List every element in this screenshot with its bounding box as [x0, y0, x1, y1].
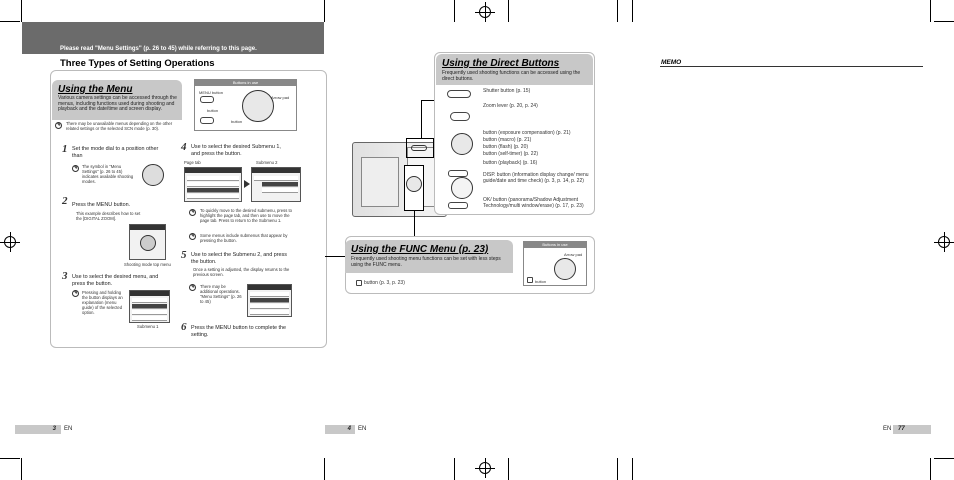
direct-item-disp: DISP. button (information display change/ menu guide/date and time check) (p. 3, p. 14, p. 22) [483, 172, 589, 184]
func-button-label: button [231, 119, 243, 124]
step-4-note-2: Some menus include submenus that appear by pressing the button. [200, 233, 288, 243]
note-icon: ✎ [190, 233, 195, 239]
ok-button-graphic [448, 202, 468, 209]
memo-title: MEMO [661, 59, 682, 66]
step-1-number: 1 [62, 143, 68, 155]
arrow-pad-graphic [242, 90, 274, 122]
direct-item-playback: button (playback) (p. 16) [483, 160, 538, 166]
top-menu-screen [129, 224, 166, 260]
footer-tab-page-3 [15, 425, 61, 434]
page-title: Three Types of Setting Operations [60, 58, 215, 69]
step-6-text: Press the MENU button to complete the setting. [191, 325, 286, 338]
footer-page-number: 77 [898, 426, 905, 432]
func-button-graphic [200, 117, 214, 124]
direct-item-ok: OK/ button (panorama/Shadow Adjustment Technology/multi window/erase) (p. 17, p. 23) [483, 197, 584, 209]
step-4-number: 4 [181, 141, 187, 153]
footer-tab-page-4 [325, 425, 355, 434]
step-3-note: Pressing and holding the button displays an explanation (menu guide) of the selected option. [82, 290, 123, 315]
step-3-text: Use to select the desired menu, and press the button. [72, 274, 159, 287]
step-4-note-1: To quickly move to the desired submenu, press to highlight the page tab, and then use to move the page tab. Press to return to the Submenu 1. [200, 208, 292, 223]
func-button-label: button [535, 279, 547, 284]
mode-dial-graphic [142, 164, 164, 186]
direct-item-flash: button (flash) (p. 20) [483, 144, 529, 150]
footer-lang: EN [358, 426, 367, 432]
func-btn-graphic [527, 277, 533, 283]
direct-item-zoom: Zoom lever (p. 20, p. 24) [483, 103, 538, 109]
ok-button-label: button [207, 108, 219, 113]
step-6-number: 6 [181, 321, 187, 333]
using-menu-description: Various camera settings can be accessed through the menus, including functions used during shooting and playback and the date/time and screen display. [58, 95, 177, 113]
func-menu-title: Using the FUNC Menu (p. 23) [351, 244, 489, 255]
direct-item-exposure: button (exposure compensation) (p. 21) [483, 130, 571, 136]
footer-lang: EN [883, 426, 892, 432]
footer-lang: EN [64, 426, 73, 432]
shutter-button-graphic [447, 90, 471, 98]
func-menu-header [345, 240, 513, 273]
step-5-note: There may be additional operations. "Menu Settings" (p. 26 to 45) [200, 284, 242, 304]
direct-buttons-description: Frequently used shooting functions can be accessed using the direct buttons. [442, 70, 581, 82]
menu-note: There may be unavailable menus depending on the other related settings or the selected SCN mode (p. 30). [66, 121, 173, 131]
menu-buttons-in-use-box [194, 79, 297, 131]
direct-item-shutter: Shutter button (p. 15) [483, 88, 531, 94]
func-menu-description: Frequently used shooting menu functions can be set with less steps using the FUNC menu. [351, 256, 501, 268]
direct-item-macro: button (macro) (p. 21) [483, 137, 532, 143]
step-1-note: The symbol in "Menu Settings" (p. 26 to 45) indicates available shooting modes. [82, 164, 134, 184]
note-icon: ✎ [73, 290, 78, 296]
memo-rule [660, 66, 923, 67]
step-5-text: Use to select the Submenu 2, and press the button. [191, 252, 287, 265]
playback-button-graphic [448, 170, 468, 177]
footer-tab-page-77 [893, 425, 931, 434]
header-bar-text: Please read "Menu Settings" (p. 26 to 45) while referring to this page. [60, 46, 257, 52]
page-tab-label: Page tab [184, 160, 201, 165]
submenu1-screen [129, 290, 170, 323]
step-2-number: 2 [62, 195, 68, 207]
arrow-pad-label: Arrow pad [271, 95, 290, 100]
top-menu-caption: Shooting mode top menu [124, 262, 171, 267]
func-arrow-pad-label: Arrow pad [564, 252, 583, 257]
func-arrow-pad-graphic [554, 258, 576, 280]
menu-button-label: MENU button [199, 90, 224, 95]
step-4-text: Use to select the desired Submenu 1, and press the button. [191, 144, 281, 157]
footer-page-number: 4 [347, 426, 351, 432]
note-icon: ✎ [56, 122, 61, 128]
menu-button-graphic [200, 96, 214, 103]
func-buttons-in-use-box [523, 241, 587, 286]
step-2-bullet: This example describes how to set the [DIGITAL ZOOM]. [76, 211, 141, 221]
note-icon: ✎ [190, 209, 195, 215]
direct-item-selftimer: button (self-timer) (p. 22) [483, 151, 539, 157]
submenu2-screen [251, 167, 301, 202]
func-buttons-in-use-label: Buttons in use [524, 242, 586, 248]
note-icon: ✎ [190, 284, 195, 290]
header-bar [22, 22, 324, 54]
zoom-lever-graphic [450, 112, 470, 121]
arrow-right-icon [244, 180, 250, 188]
step-3-number: 3 [62, 270, 68, 282]
step-5-number: 5 [181, 249, 187, 261]
direct-buttons-header [436, 54, 593, 85]
using-menu-title: Using the Menu [58, 84, 133, 95]
submenu1-caption: Submenu 1 [137, 324, 159, 329]
note-icon: ✎ [73, 165, 78, 171]
page-tab-screen [184, 167, 242, 202]
submenu2-label: Submenu 2 [256, 160, 278, 165]
disp-button-graphic [451, 177, 473, 199]
step-2-text: Press the MENU button. [72, 202, 131, 208]
func-button-graphic [356, 280, 362, 286]
camera-arrow-pad [406, 176, 422, 192]
step-1-text: Set the mode dial to a position other than [72, 146, 159, 159]
arrow-pad-direct-graphic [451, 133, 473, 155]
using-menu-header [52, 80, 182, 120]
buttons-in-use-label: Buttons in use [195, 80, 296, 86]
submenu2-result-screen [247, 284, 292, 317]
footer-page-number: 3 [52, 426, 56, 432]
direct-buttons-title: Using the Direct Buttons [442, 58, 560, 69]
func-menu-item: button (p. 3, p. 23) [364, 280, 405, 286]
camera-zoom-btn [411, 145, 427, 151]
step-5-bullet: Once a setting is adjusted, the display returns to the previous screen. [193, 267, 290, 277]
connector-line [421, 100, 422, 138]
